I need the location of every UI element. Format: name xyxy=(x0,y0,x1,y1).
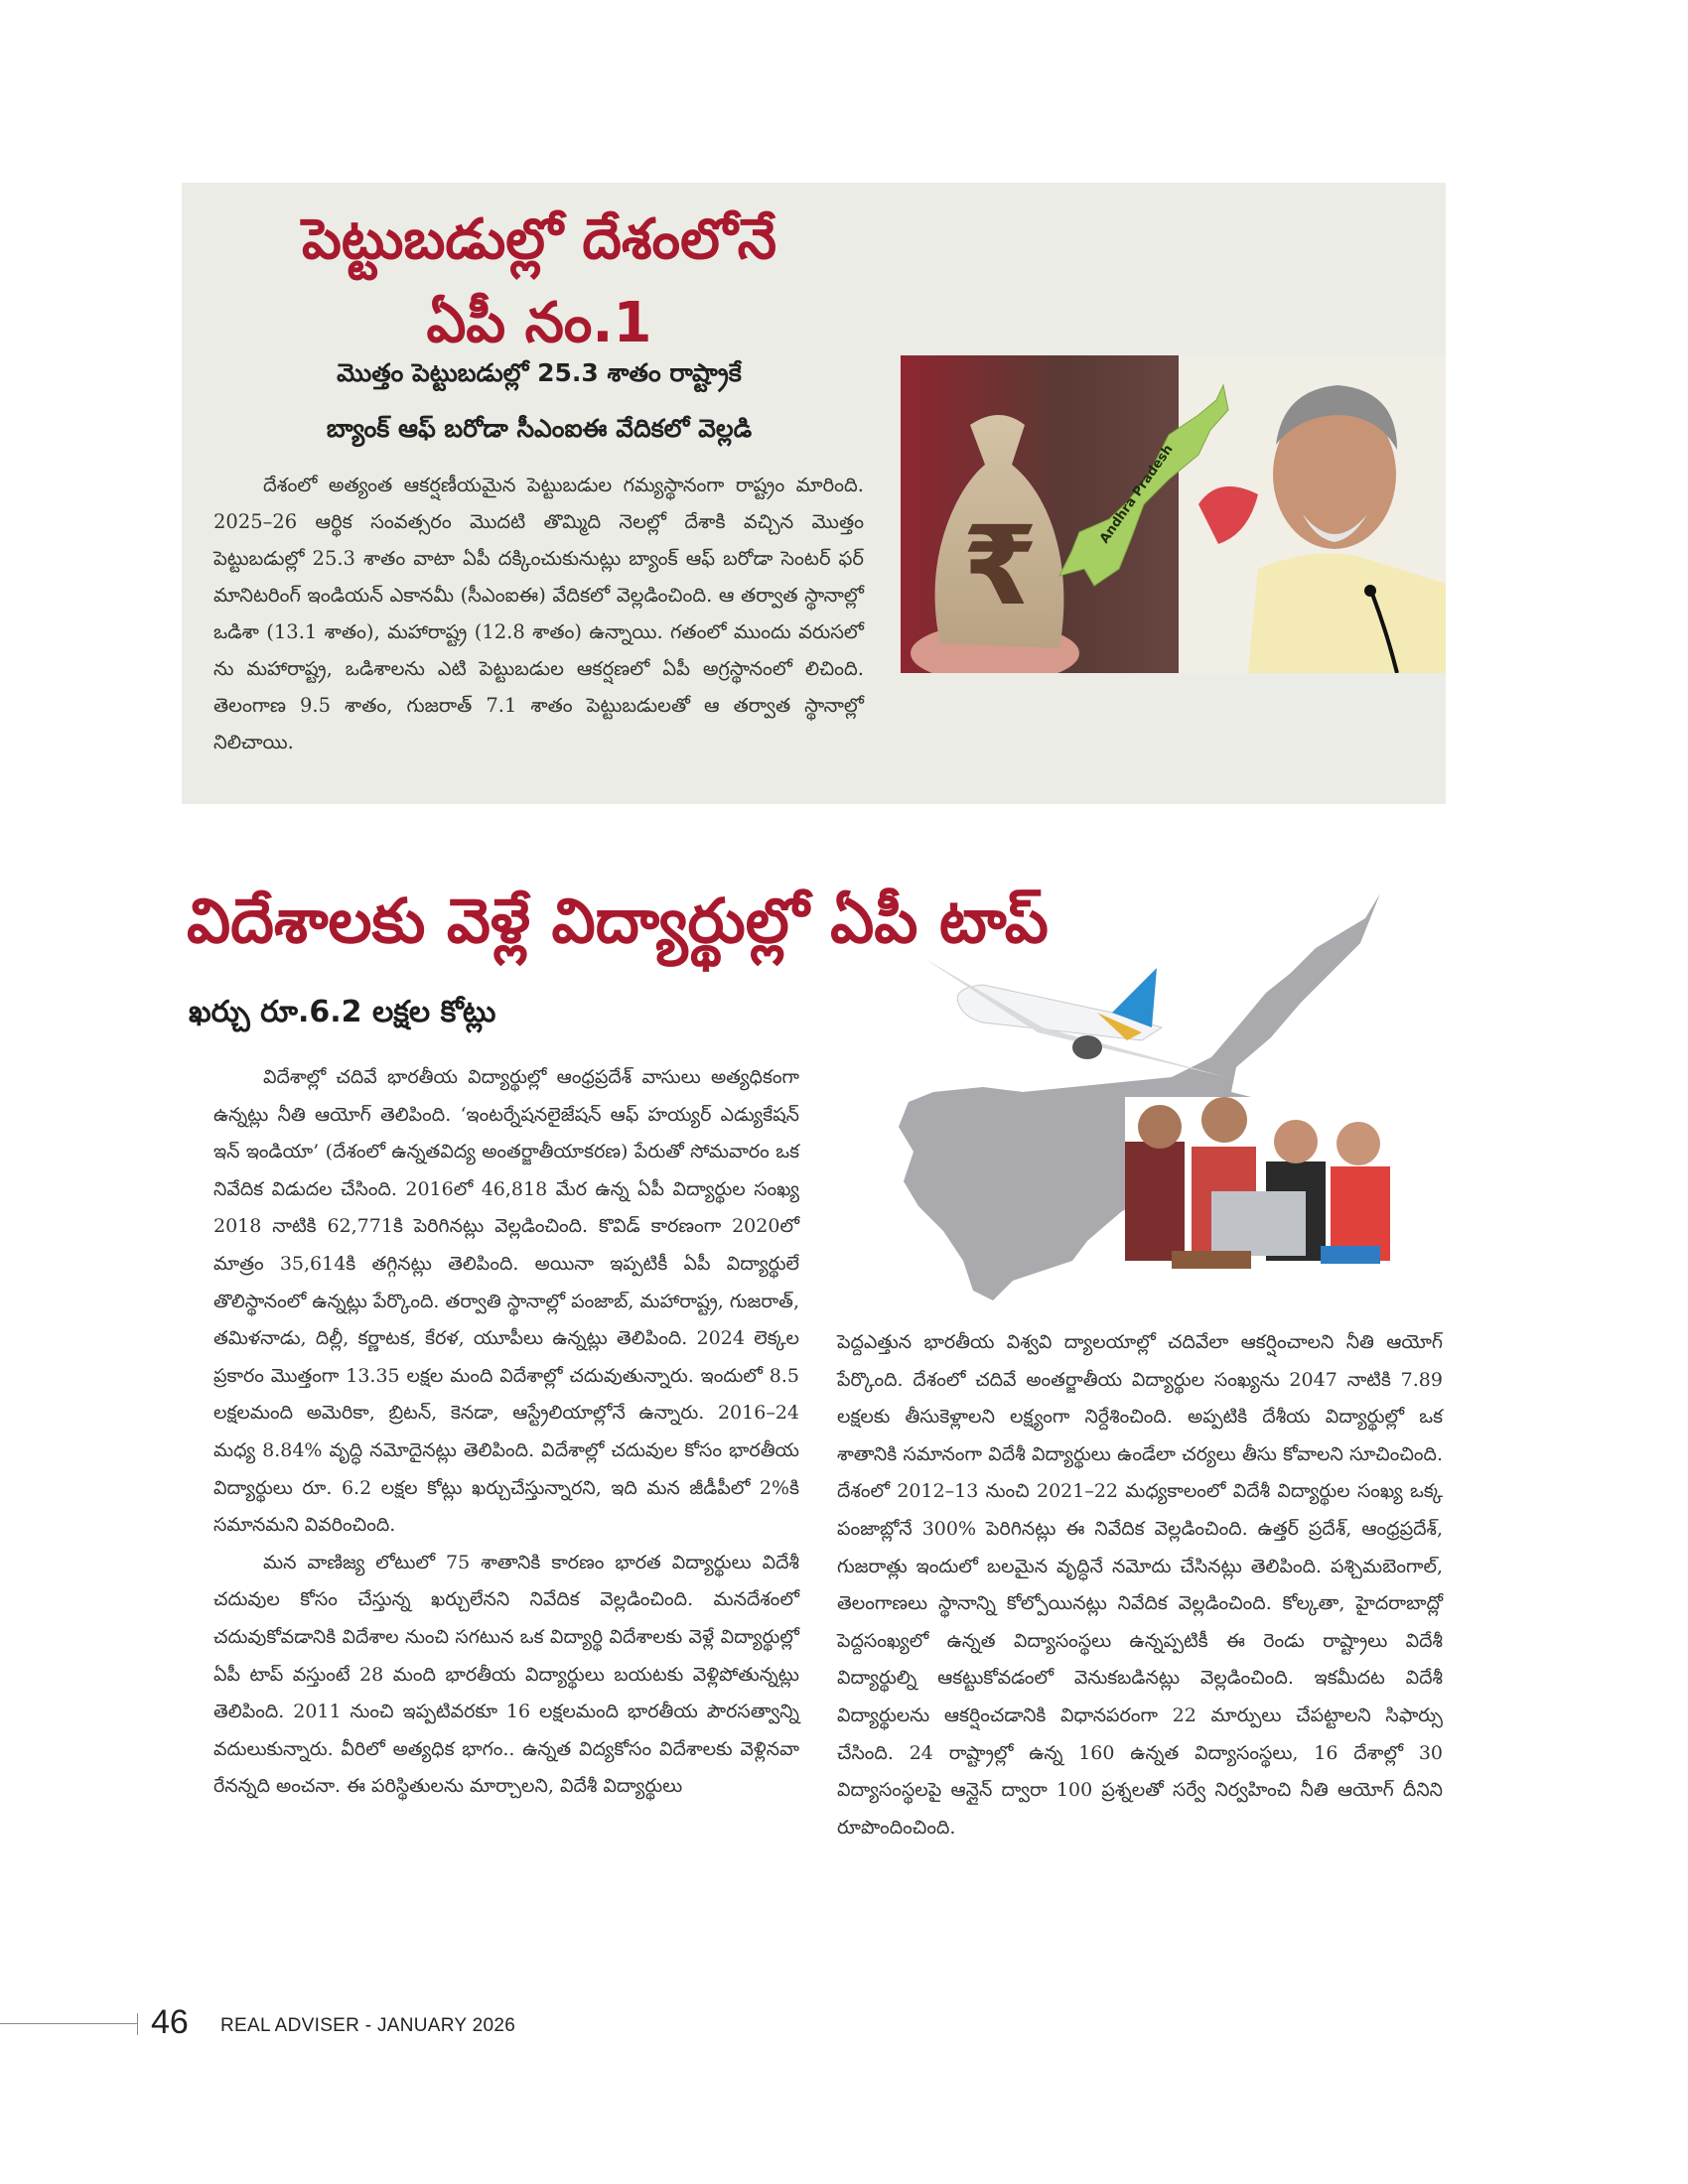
article2-paragraph-1: విదేశాల్లో చదివే భారతీయ విద్యార్థుల్లో ఆంధ్రప్రదేశ్ వాసులు అత్యధికంగా ఉన్నట్లు నీతి ఆయోగ్ తెలిపింది. ‘ఇంటర్నేషనలైజేషన్ ఆఫ్ హయ్యర్ ఎడ్యుకేషన్ ఇన్ ఇండియా’ (దేశంలో ఉన్నతవిద్య అంతర్జాతీయాకరణ) పేరుతో సోమవారం ఒక నివేదిక విడుదల చేసింది. 2016లో 46,818 మేర ఉన్న ఏపీ విద్యార్థుల సంఖ్య 2018 నాటికి 62,771కి పెరిగినట్లు వెల్లడించింది. కొవిడ్ కారణంగా 2020లో మాత్రం 35,614కి తగ్గినట్లు తెలిపింది. అయినా ఇప్పటికీ ఏపీ విద్యార్థులే తొలిస్థానంలో ఉన్నట్లు పేర్కొంది. తర్వాతి స్థానాల్లో పంజాబ్, మహారాష్ట్ర, గుజరాత్, తమిళనాడు, దిల్లీ, కర్ణాటక, కేరళ, యూపీలు ఉన్నట్లు తెలిపింది. 2024 లెక్కల ప్రకారం మొత్తంగా 13.35 లక్షల మంది విదేశాల్లో చదువుతున్నారు. ఇందులో 8.5 లక్షలమంది అమెరికా, బ్రిటన్, కెనడా, ఆస్ట్రేలియాల్లోనే ఉన్నారు. 2016–24 మధ్య 8.84% వృద్ధి నమోదైనట్లు తెలిపింది. విదేశాల్లో చదువుల కోసం భారతీయ విద్యార్థులు రూ. 6.2 లక్షల కోట్లు ఖర్చుచేస్తున్నారని, ఇది మన జీడీపీలో 2%కి సమానమని వివరించింది. xyxy=(213,1066,799,1537)
article2-right-column xyxy=(837,1324,1443,1846)
article1-photo xyxy=(901,355,1446,673)
page-number: 46 xyxy=(151,2003,189,2041)
microphone-head-icon xyxy=(1364,585,1376,597)
students-photo xyxy=(1125,1097,1398,1276)
article1-body xyxy=(213,467,864,760)
article2-paragraph-2: మన వాణిజ్య లోటులో 75 శాతానికి కారణం భారత విద్యార్థులు విదేశీ చదువుల కోసం చేస్తున్న ఖర్చులేనని నివేదిక వెల్లడించింది. మనదేశంలో చదువుకోవడానికి విదేశాల నుంచి సగటున ఒక విద్యార్థి విదేశాలకు వెళ్లే విద్యార్థుల్లో ఏపీ టాప్ వస్తుంటే 28 మంది భారతీయ విద్యార్థులు బయటకు వెళ్లిపోతున్నట్లు తెలిపింది. 2011 నుంచి ఇప్పటివరకూ 16 లక్షలమంది భారతీయ పౌరసత్వాన్ని వదులుకున్నారు. వీరిలో అత్యధిక భాగం.. ఉన్నత విద్యకోసం విదేశాలకు వెళ్లినవా రేనన్నది అంచనా. ఈ పరిస్థితులను మార్చాలని, విదేశీ విద్యార్థులు xyxy=(213,1551,799,1798)
books-icon xyxy=(1172,1251,1251,1269)
article1-paragraph: దేశంలో అత్యంత ఆకర్షణీయమైన పెట్టుబడుల గమ్యస్థానంగా రాష్ట్రం మారింది. 2025–26 ఆర్థిక సంవత్సరం మొదటి తొమ్మిది నెలల్లో దేశాకి వచ్చిన మొత్తం పెట్టుబడుల్లో 25.3 శాతం వాటా ఏపీ దక్కించుకునుట్లు బ్యాంక్ ఆఫ్ బరోడా సెంటర్ ఫర్ మానిటరింగ్ ఇండియన్ ఎకానమీ (సీఎంఐఈ) వేదికలో వెల్లడించింది. ఆ తర్వాత స్థానాల్లో ఒడిశా (13.1 శాతం), మహారాష్ట్ర (12.8 శాతం) ఉన్నాయి. గతంలో ముందు వరుసలో ను మహారాష్ట్ర, ఒడిశాలను ఎటి పెట్టుబడుల ఆకర్షణలో ఏపీ అగ్రస్థానంలో లిచింది. తెలంగాణ 9.5 శాతం, గుజరాత్ 7.1 శాతం పెట్టుబడులతో ఆ తర్వాత స్థానాల్లో నిలిచాయి. xyxy=(213,474,864,753)
folder-icon xyxy=(1321,1246,1380,1264)
map-label: Andhra Pradesh xyxy=(1096,442,1177,547)
article1-title xyxy=(182,199,897,365)
rupee-icon: ₹ xyxy=(962,502,1039,629)
footer-divider xyxy=(137,2013,138,2035)
article1-title-line2: ఏపీ నం.1 xyxy=(426,291,652,355)
footer-rule xyxy=(0,2023,137,2024)
article1-subhead-1: మొత్తం పెట్టుబడుల్లో 25.3 శాతం రాష్ట్రాకే xyxy=(337,358,742,387)
article1-photo-collage xyxy=(901,355,1446,673)
article1-subhead-2: బ్యాంక్ ఆఫ్ బరోడా సీఎంఐఈ వేదికలో వెల్లడి xyxy=(326,414,753,443)
airplane-icon xyxy=(923,958,1226,1077)
laptop-icon xyxy=(1211,1191,1306,1256)
article1-title-line1: పెట్టుబడుల్లో దేశంలోనే xyxy=(301,207,777,272)
article2-paragraph-3: పెద్దఎత్తున భారతీయ విశ్వవి ద్యాలయాల్లో చదివేలా ఆకర్షించాలని నీతి ఆయోగ్ పేర్కొంది. దేశంలో చదివే అంతర్జాతీయ విద్యార్థుల సంఖ్యను 2047 నాటికి 7.89 లక్షలకు తీసుకెళ్లాలని లక్ష్యంగా నిర్దేశించింది. అప్పటికి దేశీయ విద్యార్థుల్లో ఒక శాతానికి సమానంగా విదేశీ విద్యార్థులు ఉండేలా చర్యలు తీసు కోవాలని సూచించింది. దేశంలో 2012–13 నుంచి 2021–22 మధ్యకాలంలో విదేశీ విద్యార్థుల సంఖ్య ఒక్క పంజాబ్లోనే 300% పెరిగినట్లు ఈ నివేదిక వెల్లడించింది. ఉత్తర్ ప్రదేశ్, ఆంధ్రప్రదేశ్, గుజరాత్లు ఇందులో బలమైన వృద్ధినే నమోదు చేసినట్లు తెలిపింది. పశ్చిమబెంగాల్, తెలంగాణలు స్థానాన్ని కోల్పోయినట్లు నివేదిక వెల్లడించింది. కోల్కతా, హైదరాబాద్లో పెద్దసంఖ్యలో ఉన్నత విద్యాసంస్థలు ఉన్నప్పటికీ ఈ రెండు రాష్ట్రాలు విదేశీ విద్యార్థుల్ని ఆకట్టుకోవడంలో వెనుకబడినట్లు వెల్లడించింది. ఇకమీదట విదేశీ విద్యార్థులను ఆకర్షించడానికి విధానపరంగా 22 మార్పులు చేపట్టాలని సిఫార్సు చేసింది. 24 రాష్ట్రాల్లో ఉన్న 160 ఉన్నత విద్యాసంస్థలు, 16 దేశాల్లో 30 విద్యాసంస్థలపై ఆన్లైన్ ద్వారా 100 ప్రశ్నలతో సర్వే నిర్వహించి నీతి ఆయోగ్ దీనిని రూపొందించింది. xyxy=(837,1331,1443,1839)
article2-headline: విదేశాలకు వెళ్లే విద్యార్థుల్లో ఏపీ టాప్ xyxy=(187,885,1049,957)
article2-subhead: ఖర్చు రూ.6.2 లక్షల కోట్లు xyxy=(189,995,496,1029)
publication-footer: REAL ADVISER - JANUARY 2026 xyxy=(220,2015,516,2036)
article2-left-column xyxy=(213,1059,799,1806)
